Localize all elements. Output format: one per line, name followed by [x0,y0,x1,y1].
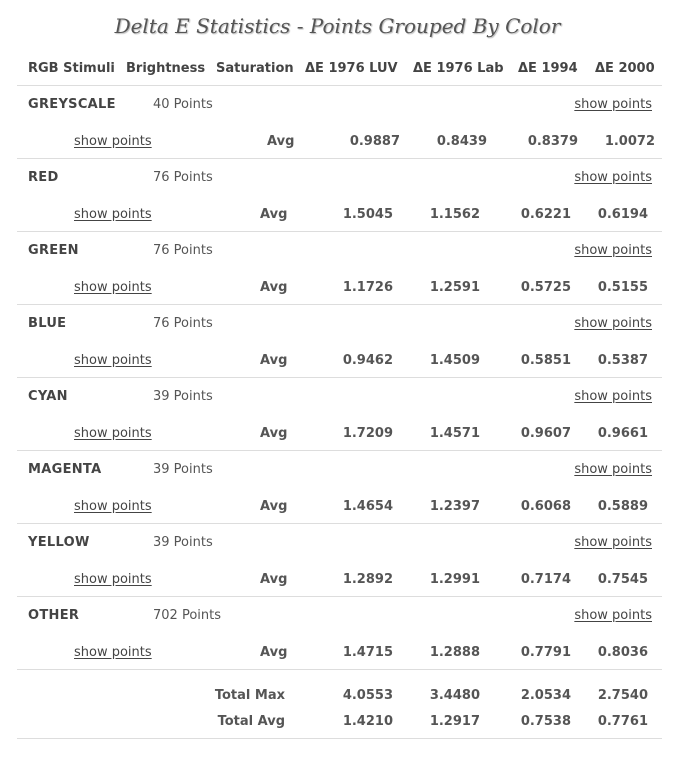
avg-de1976-lab: 1.1562 [429,207,480,222]
total-max-lab: 3.4480 [429,688,480,703]
show-points-link[interactable]: show points [74,572,152,587]
group-point-count: 76 Points [153,243,213,258]
header-de1976-lab: ΔE 1976 Lab [413,61,504,76]
avg-de2000: 0.9661 [597,426,648,441]
group-name: GREYSCALE [28,97,116,112]
show-points-link[interactable]: show points [574,97,652,112]
group-name: YELLOW [28,535,90,550]
total-max-label: Total Max [214,688,285,703]
avg-de1976-lab: 1.2991 [429,572,480,587]
avg-de1976-lab: 1.2591 [429,280,480,295]
show-points-link[interactable]: show points [574,608,652,623]
show-points-link[interactable]: show points [574,316,652,331]
total-max-1994: 2.0534 [520,688,571,703]
show-points-link[interactable]: show points [574,389,652,404]
show-points-link[interactable]: show points [74,645,152,660]
total-max-luv: 4.0553 [342,688,393,703]
avg-label: Avg [260,645,288,660]
avg-de1976-luv: 0.9887 [349,134,400,149]
avg-de1976-luv: 1.2892 [342,572,393,587]
avg-de1976-lab: 1.4509 [429,353,480,368]
group-point-count: 39 Points [153,462,213,477]
avg-de2000: 0.5387 [597,353,648,368]
avg-label: Avg [260,499,288,514]
avg-de1994: 0.7174 [520,572,571,587]
group-row [17,597,662,670]
group-row [17,524,662,597]
header-de1976-luv: ΔE 1976 LUV [305,61,398,76]
header-saturation: Saturation [216,61,294,76]
group-row [17,451,662,524]
group-name: GREEN [28,243,79,258]
avg-de1976-lab: 1.2397 [429,499,480,514]
avg-de1994: 0.9607 [520,426,571,441]
avg-label: Avg [267,134,295,149]
show-points-link[interactable]: show points [74,134,152,149]
group-point-count: 76 Points [153,170,213,185]
group-row [17,378,662,451]
group-row [17,159,662,232]
avg-de1994: 0.6068 [520,499,571,514]
total-avg-luv: 1.4210 [342,714,393,729]
avg-label: Avg [260,353,288,368]
avg-de1976-luv: 1.4654 [342,499,393,514]
group-name: MAGENTA [28,462,102,477]
total-avg-2000: 0.7761 [597,714,648,729]
total-avg-1994: 0.7538 [520,714,571,729]
avg-de2000: 0.8036 [597,645,648,660]
avg-de1976-luv: 1.5045 [342,207,393,222]
group-point-count: 702 Points [153,608,221,623]
total-max-2000: 2.7540 [597,688,648,703]
group-row [17,305,662,378]
avg-de1994: 0.7791 [520,645,571,660]
group-point-count: 76 Points [153,316,213,331]
group-row [17,232,662,305]
show-points-link[interactable]: show points [74,499,152,514]
group-point-count: 39 Points [153,389,213,404]
show-points-link[interactable]: show points [574,462,652,477]
group-name: CYAN [28,389,68,404]
group-name: OTHER [28,608,80,623]
avg-label: Avg [260,426,288,441]
avg-de1976-lab: 0.8439 [436,134,487,149]
show-points-link[interactable]: show points [574,535,652,550]
show-points-link[interactable]: show points [74,426,152,441]
header-brightness: Brightness [126,61,206,76]
avg-de2000: 0.7545 [597,572,648,587]
group-name: RED [28,170,59,185]
show-points-link[interactable]: show points [574,243,652,258]
show-points-link[interactable]: show points [74,207,152,222]
header-rgb-stimuli: RGB Stimuli [28,61,115,76]
avg-de1976-lab: 1.4571 [429,426,480,441]
avg-de2000: 1.0072 [604,134,655,149]
avg-de1976-luv: 0.9462 [342,353,393,368]
delta-e-table [17,50,662,739]
avg-de1976-luv: 1.1726 [342,280,393,295]
total-avg-lab: 1.2917 [429,714,480,729]
show-points-link[interactable]: show points [74,353,152,368]
totals-section [17,670,662,739]
avg-de1976-luv: 1.7209 [342,426,393,441]
table-header [17,50,662,86]
group-point-count: 39 Points [153,535,213,550]
avg-de1994: 0.8379 [527,134,578,149]
avg-de1994: 0.5851 [520,353,571,368]
group-name: BLUE [28,316,67,331]
header-de2000: ΔE 2000 [595,61,655,76]
group-row [17,86,662,159]
total-avg-label: Total Avg [217,714,285,729]
avg-de1994: 0.6221 [520,207,571,222]
avg-de2000: 0.6194 [597,207,648,222]
avg-de2000: 0.5155 [597,280,648,295]
avg-de1976-lab: 1.2888 [429,645,480,660]
page-title: Delta E Statistics - Points Grouped By Color [114,14,561,38]
show-points-link[interactable]: show points [74,280,152,295]
avg-de1994: 0.5725 [520,280,571,295]
avg-label: Avg [260,207,288,222]
show-points-link[interactable]: show points [574,170,652,185]
avg-de1976-luv: 1.4715 [342,645,393,660]
avg-de2000: 0.5889 [597,499,648,514]
avg-label: Avg [260,280,288,295]
group-point-count: 40 Points [153,97,213,112]
group-list [17,86,662,670]
avg-label: Avg [260,572,288,587]
header-de1994: ΔE 1994 [518,61,578,76]
